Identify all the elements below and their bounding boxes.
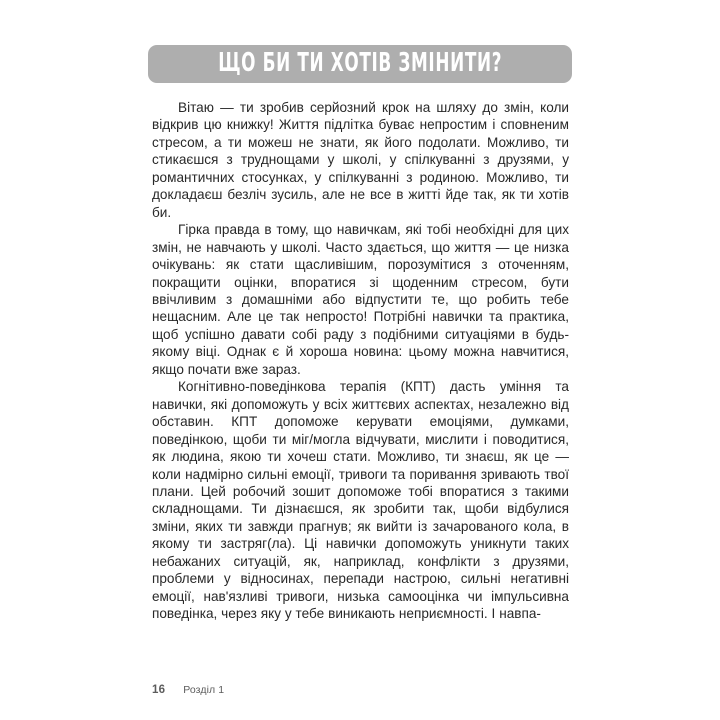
page-title: ЩО БИ ТИ ХОТІВ ЗМІНИТИ?: [218, 48, 502, 78]
paragraph-1: Вітаю — ти зробив серйозний крок на шляху до змін, коли відкрив цю книжку! Життя підлітка буває непростим і сповненим стресом, а ти можеш не знати, як його подолати. Можливо, ти стикаєшся з труднощами у школі, у спілкуванні з друзями, у романтичних стосунках, у спілкуванні з родиною. Можливо, ти докладаєш безліч зусиль, але не все в житті йде так, як ти хотів би.: [152, 100, 569, 220]
footer-section-label: Розділ 1: [183, 684, 225, 696]
page-title-banner-container: [0, 45, 720, 83]
page-footer: [152, 684, 224, 696]
footer-page-number: 16: [152, 684, 166, 696]
body-text-column: [152, 99, 569, 623]
paragraph-2: Гірка правда в тому, що навичкам, які тобі необхідні для цих змін, не навчають у школі. Часто здається, що життя — це низка очікувань: як стати щасливішим, порозумітися з оточенням, покращити оцінки, впоратися зі щоденним стресом, бути ввічливим з домашніми або відпустити те, що робить тебе нещасним. Але це так непросто! Потрібні навички та практика, щоб успішно давати собі раду з подібними ситуаціями в будь-якому віці. Однак є й хороша новина: цьому можна навчитися, якщо почати вже зараз.: [152, 222, 569, 377]
paragraph-3: Когнітивно-поведінкова терапія (КПТ) дасть уміння та навички, які допоможуть у всіх життєвих аспектах, незалежно від обставин. КПТ допоможе керувати емоціями, думками, поведінкою, щоби ти міг/могла відчувати, мислити і поводитися, як людина, якою ти хочеш стати. Можливо, ти знаєш, як це — коли надмірно сильні емоції, тривоги та поривання зривають твої плани. Цей робочий зошит допоможе тобі впоратися з такими складнощами. Ти дізнаєшся, як зробити так, щоби відбулися зміни, яких ти завжди прагнув; як вийти із зачарованого кола, в якому ти застряг(ла). Ці навички допоможуть уникнути таких небажаних ситуацій, як, наприклад, конфлікти з друзями, проблеми у відносинах, перепади настрою, сильні негативні емоції, нав'язливі тривоги, низька самооцінка чи імпульсивна поведінка, через яку у тебе виникають неприємності. І навпа-: [152, 379, 569, 622]
page-title-banner: [148, 45, 572, 83]
